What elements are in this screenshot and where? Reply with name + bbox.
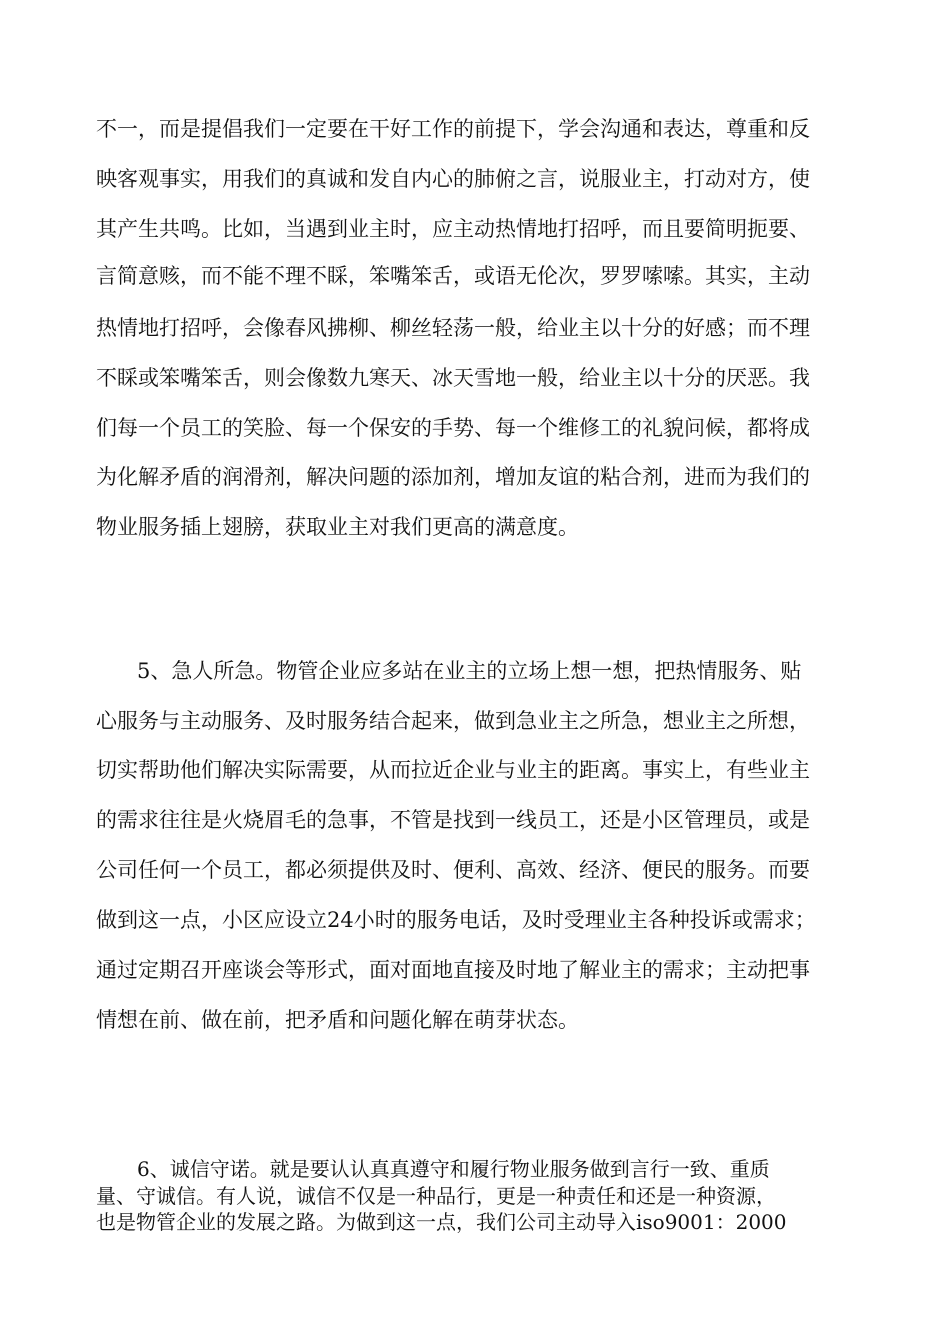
paragraph-2-line-7: 通过定期召开座谈会等形式，面对面地直接及时地了解业主的需求；主动把事 [96,958,810,982]
paragraph-1-line-3: 其产生共鸣。比如，当遇到业主时，应主动热情地打招呼，而且要简明扼要、 [96,217,810,241]
paragraph-2-line-6: 做到这一点，小区应设立24小时的服务电话，及时受理业主各种投诉或需求； [96,908,816,932]
paragraph-2-line-8: 情想在前、做在前，把矛盾和问题化解在萌芽状态。 [96,1008,579,1032]
paragraph-3-line-2: 量、守诚信。有人说，诚信不仅是一种品行，更是一种责任和还是一种资源， [96,1185,776,1207]
paragraph-3-line-3: 也是物管企业的发展之路。为做到这一点，我们公司主动导入iso9001：2000 [96,1211,787,1233]
paragraph-2-line-4: 的需求往往是火烧眉毛的急事，不管是找到一线员工，还是小区管理员，或是 [96,808,810,832]
paragraph-2-line-3: 切实帮助他们解决实际需要，从而拉近企业与业主的距离。事实上，有些业主 [96,758,810,782]
paragraph-2-line-1: 5、急人所急。物管企业应多站在业主的立场上想一想，把热情服务、贴 [137,659,802,683]
paragraph-1-line-6: 不睬或笨嘴笨舌，则会像数九寒天、冰天雪地一般，给业主以十分的厌恶。我 [96,366,810,390]
paragraph-1-line-4: 言简意赅，而不能不理不睬，笨嘴笨舌，或语无伦次，罗罗嗦嗦。其实，主动 [96,264,810,288]
paragraph-3-line-1: 6、诚信守诺。就是要认认真真遵守和履行物业服务做到言行一致、重质 [137,1158,770,1180]
paragraph-2-line-5: 公司任何一个员工，都必须提供及时、便利、高效、经济、便民的服务。而要 [96,858,810,882]
paragraph-1-line-8: 为化解矛盾的润滑剂，解决问题的添加剂，增加友谊的粘合剂，进而为我们的 [96,465,810,489]
paragraph-1-line-9: 物业服务插上翅膀，获取业主对我们更高的满意度。 [96,515,579,539]
paragraph-1-line-1: 不一，而是提倡我们一定要在干好工作的前提下，学会沟通和表达，尊重和反 [96,117,810,141]
paragraph-2-line-2: 心服务与主动服务、及时服务结合起来，做到急业主之所急，想业主之所想， [96,709,810,733]
paragraph-1-line-5: 热情地打招呼，会像春风拂柳、柳丝轻荡一般，给业主以十分的好感；而不理 [96,316,810,340]
paragraph-1-line-2: 映客观事实，用我们的真诚和发自内心的肺俯之言，说服业主，打动对方，使 [96,167,810,191]
paragraph-1-line-7: 们每一个员工的笑脸、每一个保安的手势、每一个维修工的礼貌问候，都将成 [96,416,810,440]
